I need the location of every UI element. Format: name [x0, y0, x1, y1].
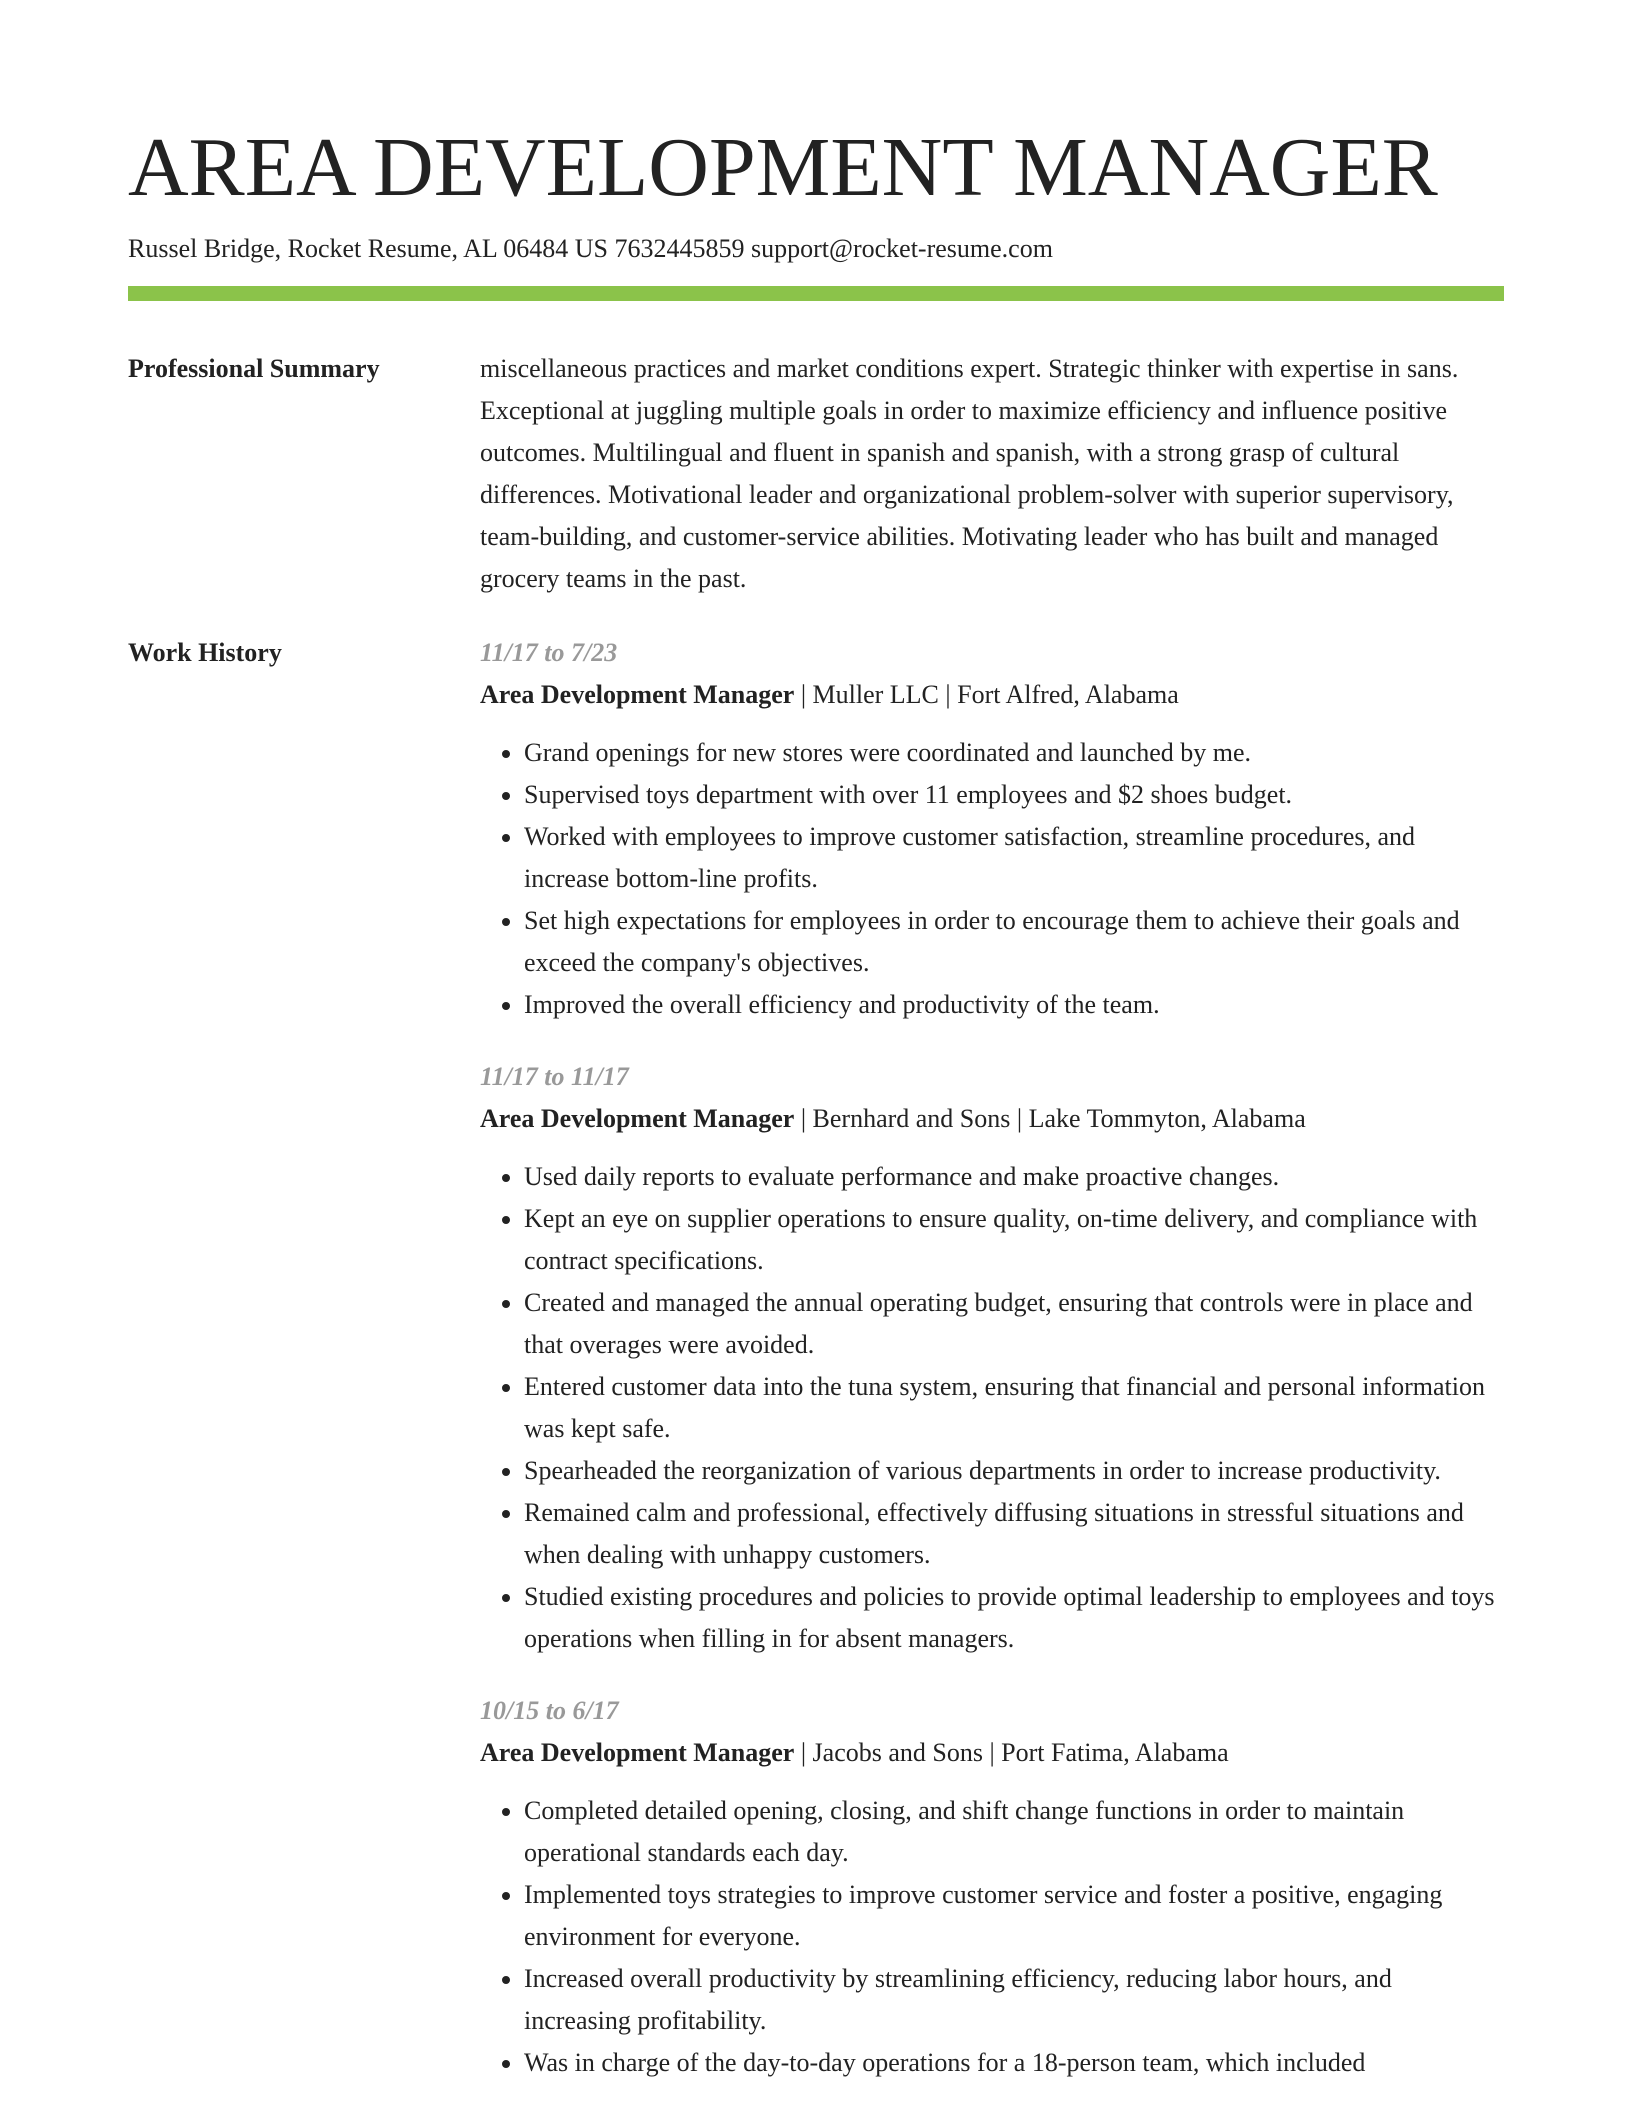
job-bullet: • Remained calm and professional, effectively diffusing situations in stressful situations and when dealing with unhappy customers.: [524, 1492, 1504, 1576]
job-bullet: • Improved the overall efficiency and productivity of the team.: [524, 984, 1504, 1026]
job-entry: [480, 632, 1504, 1026]
job-details: | Jacobs and Sons | Port Fatima, Alabama: [794, 1738, 1229, 1767]
job-bullet: • Increased overall productivity by streamlining efficiency, reducing labor hours, and increasing profitability.: [524, 1958, 1504, 2042]
job-bullet: • Was in charge of the day-to-day operations for a 18-person team, which included: [524, 2042, 1504, 2084]
job-entry: [480, 1690, 1504, 2084]
job-entry: [480, 1056, 1504, 1660]
summary-heading: Professional Summary: [128, 354, 380, 383]
job-title: Area Development Manager: [480, 1738, 795, 1767]
job-bullet: • Worked with employees to improve customer satisfaction, streamline procedures, and increase bottom-line profits.: [524, 816, 1504, 900]
job-bullet: • Studied existing procedures and policies to provide optimal leadership to employees and toys operations when filling in for absent managers.: [524, 1576, 1504, 1660]
job-title: Area Development Manager: [480, 1104, 795, 1133]
job-title: Area Development Manager: [480, 680, 795, 709]
contact-line: Russel Bridge, Rocket Resume, AL 06484 US 7632445859 support@rocket-resume.com: [128, 234, 1053, 263]
job-bullet-list: [480, 732, 1504, 1026]
job-heading: [480, 674, 1504, 716]
job-bullet: • Grand openings for new stores were coordinated and launched by me.: [524, 732, 1504, 774]
work-history-body: [480, 632, 1504, 2112]
summary-body: [480, 348, 1504, 600]
job-heading: [480, 1098, 1504, 1140]
job-bullet-list: [480, 1156, 1504, 1660]
job-details: | Bernhard and Sons | Lake Tommyton, Alabama: [794, 1104, 1306, 1133]
job-bullet: • Completed detailed opening, closing, and shift change functions in order to maintain operational standards each day.: [524, 1790, 1504, 1874]
job-bullet: • Kept an eye on supplier operations to ensure quality, on-time delivery, and compliance with contract specifications.: [524, 1198, 1504, 1282]
resume-header: [128, 118, 1504, 266]
job-bullet: • Entered customer data into the tuna system, ensuring that financial and personal information was kept safe.: [524, 1366, 1504, 1450]
work-history-heading: Work History: [128, 638, 282, 667]
job-bullet-list: [480, 1790, 1504, 2084]
job-dates: 10/15 to 6/17: [480, 1696, 619, 1725]
job-bullet: • Used daily reports to evaluate performance and make proactive changes.: [524, 1156, 1504, 1198]
accent-divider: [128, 286, 1504, 301]
job-bullet: • Implemented toys strategies to improve customer service and foster a positive, engaging environment for everyone.: [524, 1874, 1504, 1958]
job-details: | Muller LLC | Fort Alfred, Alabama: [794, 680, 1179, 709]
job-bullet: • Set high expectations for employees in order to encourage them to achieve their goals and exceed the company's objectives.: [524, 900, 1504, 984]
job-bullet: • Spearheaded the reorganization of various departments in order to increase productivity.: [524, 1450, 1504, 1492]
job-heading: [480, 1732, 1504, 1774]
job-dates: 11/17 to 7/23: [480, 638, 618, 667]
job-bullet: • Supervised toys department with over 11 employees and $2 shoes budget.: [524, 774, 1504, 816]
summary-text: miscellaneous practices and market conditions expert. Strategic thinker with expertise in sans. Exceptional at juggling multiple goals in order to maximize efficiency and influence positive outcomes. Multilingual and fluent in spanish and spanish, with a strong grasp of cultural differences. Motivational leader and organizational problem-solver with superior supervisory, team-building, and customer-service abilities. Motivating leader who has built and managed grocery teams in the past.: [480, 354, 1459, 593]
resume-title: AREA DEVELOPMENT MANAGER: [128, 121, 1438, 214]
job-bullet: • Created and managed the annual operating budget, ensuring that controls were in place and that overages were avoided.: [524, 1282, 1504, 1366]
job-dates: 11/17 to 11/17: [480, 1062, 629, 1091]
